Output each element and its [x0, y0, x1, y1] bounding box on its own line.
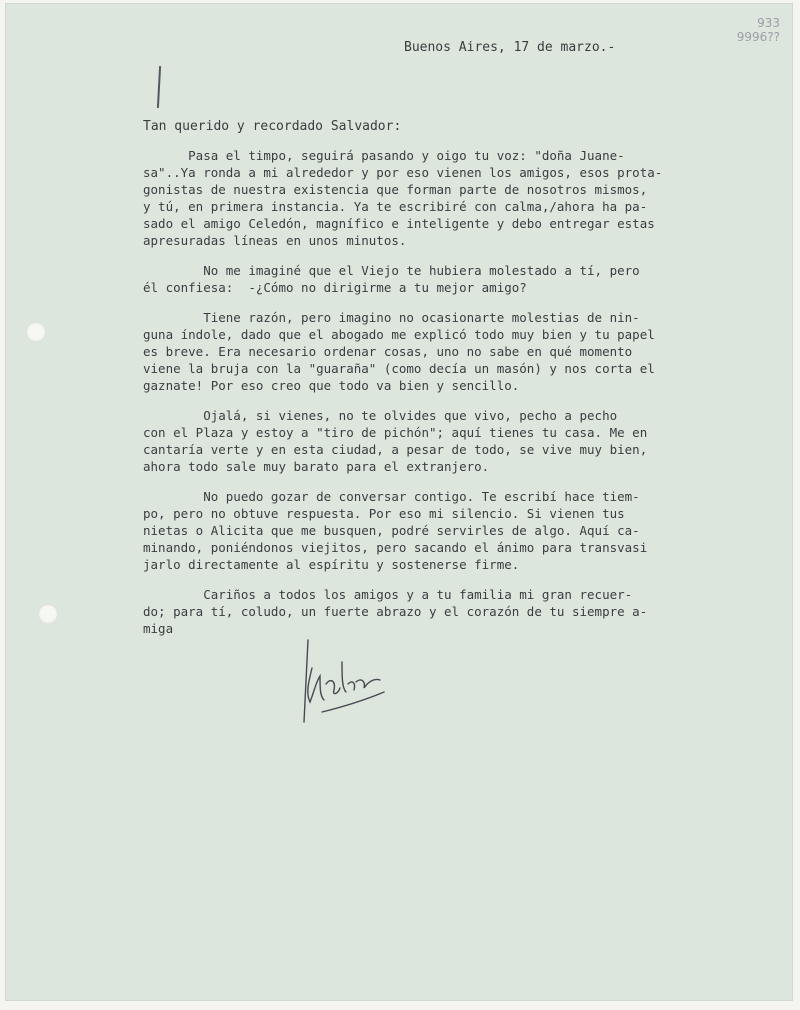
letter-paragraph — [143, 262, 771, 296]
letter-paragraph — [143, 488, 771, 573]
letter-line: apresuradas líneas en unos minutos. — [143, 233, 407, 248]
letter-line: guna índole, dado que el abogado me explicó todo muy bien y tu papel — [143, 327, 655, 342]
letter-line: con el Plaza y estoy a "tiro de pichón"; aquí tienes tu casa. Me en — [143, 425, 648, 440]
letter-line: sa"..Ya ronda a mi alrededor y por eso vienen los amigos, esos prota- — [143, 165, 663, 180]
letter-paragraph — [143, 147, 771, 249]
letter-line: sado el amigo Celedón, magnífico e inteligente y debo entregar estas — [143, 216, 655, 231]
letter-salutation: Tan querido y recordado Salvador: — [143, 119, 402, 134]
letter-paragraph — [143, 586, 771, 637]
letter-date: Buenos Aires, 17 de marzo.- — [404, 40, 616, 55]
letter-line: Cariños a todos los amigos y a tu familia mi gran recuer- — [143, 587, 633, 602]
letter-line: jarlo directamente al espíritu y sostenerse firme. — [143, 557, 520, 572]
letter-body — [143, 147, 771, 650]
letter-line: Pasa el timpo, seguirá pasando y oigo tu voz: "doña Juane- — [143, 148, 625, 163]
letter-line: Tiene razón, pero imagino no ocasionarte molestias de nin- — [143, 310, 640, 325]
letter-line: po, pero no obtuve respuesta. Por eso mi silencio. Si vienen tus — [143, 506, 625, 521]
punch-hole-top — [26, 322, 46, 342]
letter-line: miga — [143, 621, 174, 636]
archive-number-2: 9996?? — [736, 30, 780, 44]
letter-page — [6, 4, 792, 1000]
letter-paragraph — [143, 309, 771, 394]
letter-line: No me imaginé que el Viejo te hubiera molestado a tí, pero — [143, 263, 640, 278]
signature-mark — [294, 632, 404, 728]
letter-line: ahora todo sale muy barato para el extranjero. — [143, 459, 490, 474]
letter-line: cantaría verte y en esta ciudad, a pesar de todo, se vive muy bien, — [143, 442, 648, 457]
letter-line: gaznate! Por eso creo que todo va bien y sencillo. — [143, 378, 520, 393]
letter-line: gonistas de nuestra existencia que forman parte de nosotros mismos, — [143, 182, 648, 197]
archive-numbers — [737, 16, 780, 44]
letter-line: Ojalá, si vienes, no te olvides que vivo, pecho a pecho — [143, 408, 618, 423]
letter-line: es breve. Era necesario ordenar cosas, uno no sabe en qué momento — [143, 344, 633, 359]
archive-number-1: 933 — [757, 16, 780, 30]
letter-line: y tú, en primera instancia. Ya te escribiré con calma,/ahora ha pa- — [143, 199, 648, 214]
letter-line: viene la bruja con la "guaraña" (como decía un masón) y nos corta el — [143, 361, 655, 376]
letter-line: él confiesa: -¿Cómo no dirigirme a tu mejor amigo? — [143, 280, 527, 295]
pencil-mark — [157, 66, 161, 108]
letter-line: minando, poniéndonos viejitos, pero sacando el ánimo para transvasi — [143, 540, 648, 555]
letter-line: No puedo gozar de conversar contigo. Te escribí hace tiem- — [143, 489, 640, 504]
letter-line: nietas o Alicita que me busquen, podré servirles de algo. Aquí ca- — [143, 523, 640, 538]
punch-hole-bottom — [38, 604, 58, 624]
letter-line: do; para tí, coludo, un fuerte abrazo y el corazón de tu siempre a- — [143, 604, 648, 619]
letter-paragraph — [143, 407, 771, 475]
